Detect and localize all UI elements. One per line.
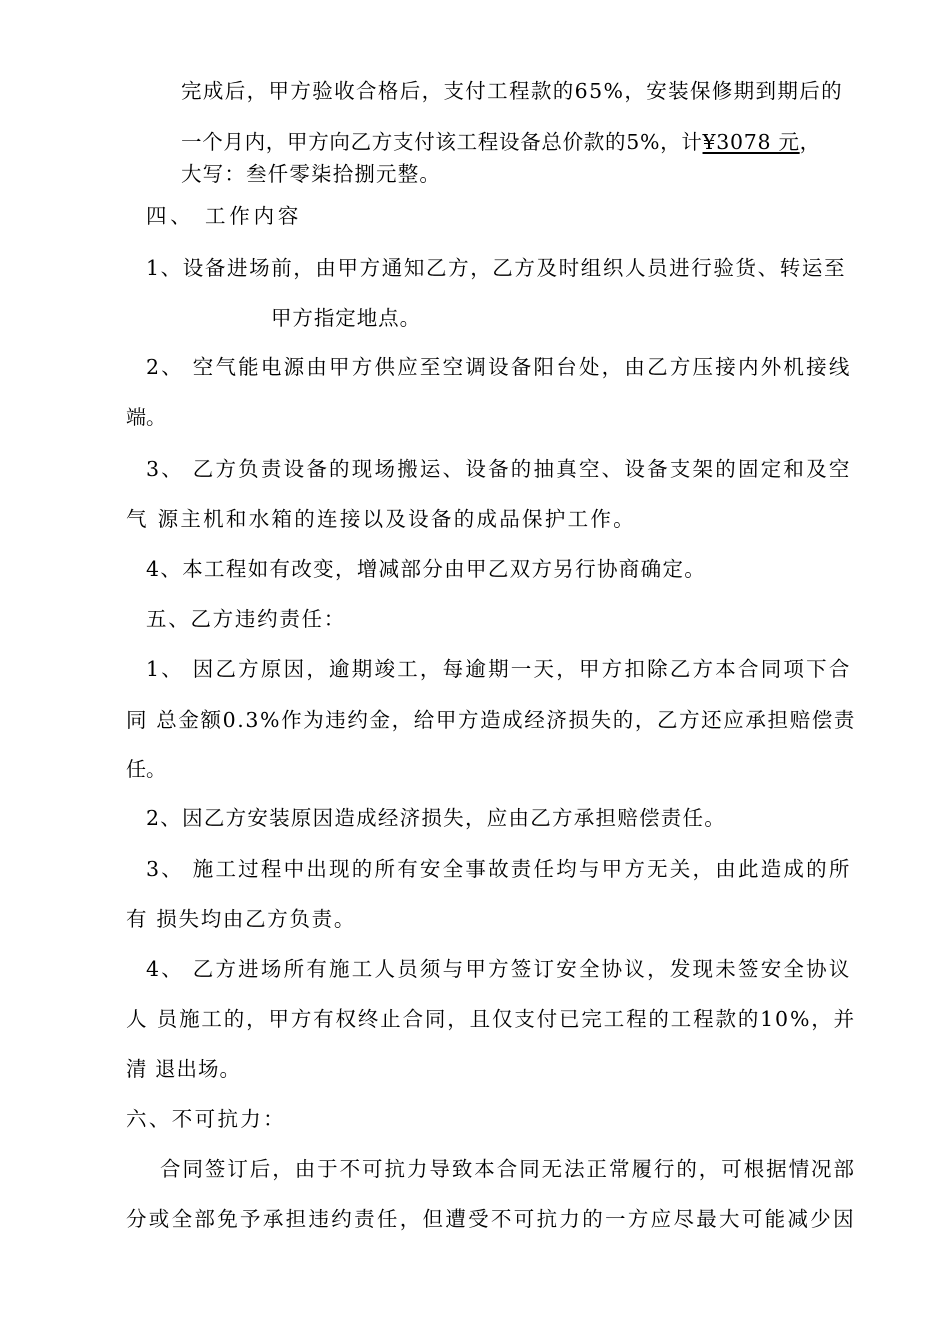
clause-5-1-line-1: 1、 因乙方原因，逾期竣工，每逾期一天，甲方扣除乙方本合同项下合 xyxy=(146,657,852,681)
clause-5-4-line-1: 4、 乙方进场所有施工人员须与甲方签订安全协议，发现未签安全协议 xyxy=(146,957,852,981)
payment-terms-line-2: 一个月内，甲方向乙方支付该工程设备总价款的5%，计¥3078 元， xyxy=(181,130,821,154)
clause-5-4-line-2: 人 员施工的，甲方有权终止合同，且仅支付已完工程的工程款的10%，并 xyxy=(126,1007,856,1031)
clause-5-3-line-1: 3、 施工过程中出现的所有安全事故责任均与甲方无关，由此造成的所 xyxy=(146,857,852,881)
clause-4-1-line-1: 1、设备进场前，由甲方通知乙方，乙方及时组织人员进行验货、转运至 xyxy=(146,256,847,280)
clause-5-4-line-3: 清 退出场。 xyxy=(126,1057,241,1081)
force-majeure-line-2: 分或全部免予承担违约责任，但遭受不可抗力的一方应尽最大可能减少因 xyxy=(126,1207,856,1231)
force-majeure-line-1: 合同签订后，由于不可抗力导致本合同无法正常履行的，可根据情况部 xyxy=(160,1157,856,1181)
payment-amount: ¥3078 元 xyxy=(702,130,800,154)
clause-5-1-line-3: 任。 xyxy=(126,757,166,781)
clause-5-1-line-2: 同 总金额0.3%作为违约金，给甲方造成经济损失的，乙方还应承担赔偿责 xyxy=(126,708,856,732)
clause-4-4: 4、本工程如有改变，增减部分由甲乙双方另行协商确定。 xyxy=(146,557,707,581)
section-4-heading: 四、 工作内容 xyxy=(146,204,303,228)
clause-5-3-line-2: 有 损失均由乙方负责。 xyxy=(126,907,356,931)
clause-4-2-line-1: 2、 空气能电源由甲方供应至空调设备阳台处，由乙方压接内外机接线 xyxy=(146,355,852,379)
clause-5-2: 2、因乙方安装原因造成经济损失，应由乙方承担赔偿责任。 xyxy=(146,806,727,830)
amount-in-words: 大写：叁仟零柒拾捌元整。 xyxy=(181,162,442,186)
payment-terms-line-1: 完成后，甲方验收合格后，支付工程款的65%，安装保修期到期后的 xyxy=(181,79,844,103)
section-5-heading: 五、乙方违约责任： xyxy=(146,607,346,631)
clause-4-2-line-2: 端。 xyxy=(126,405,166,429)
clause-4-3-line-2: 气 源主机和水箱的连接以及设备的成品保护工作。 xyxy=(126,507,636,531)
section-6-heading: 六、不可抗力： xyxy=(126,1107,287,1131)
clause-4-3-line-1: 3、 乙方负责设备的现场搬运、设备的抽真空、设备支架的固定和及空 xyxy=(146,457,852,481)
clause-4-1-line-2: 甲方指定地点。 xyxy=(271,306,422,330)
